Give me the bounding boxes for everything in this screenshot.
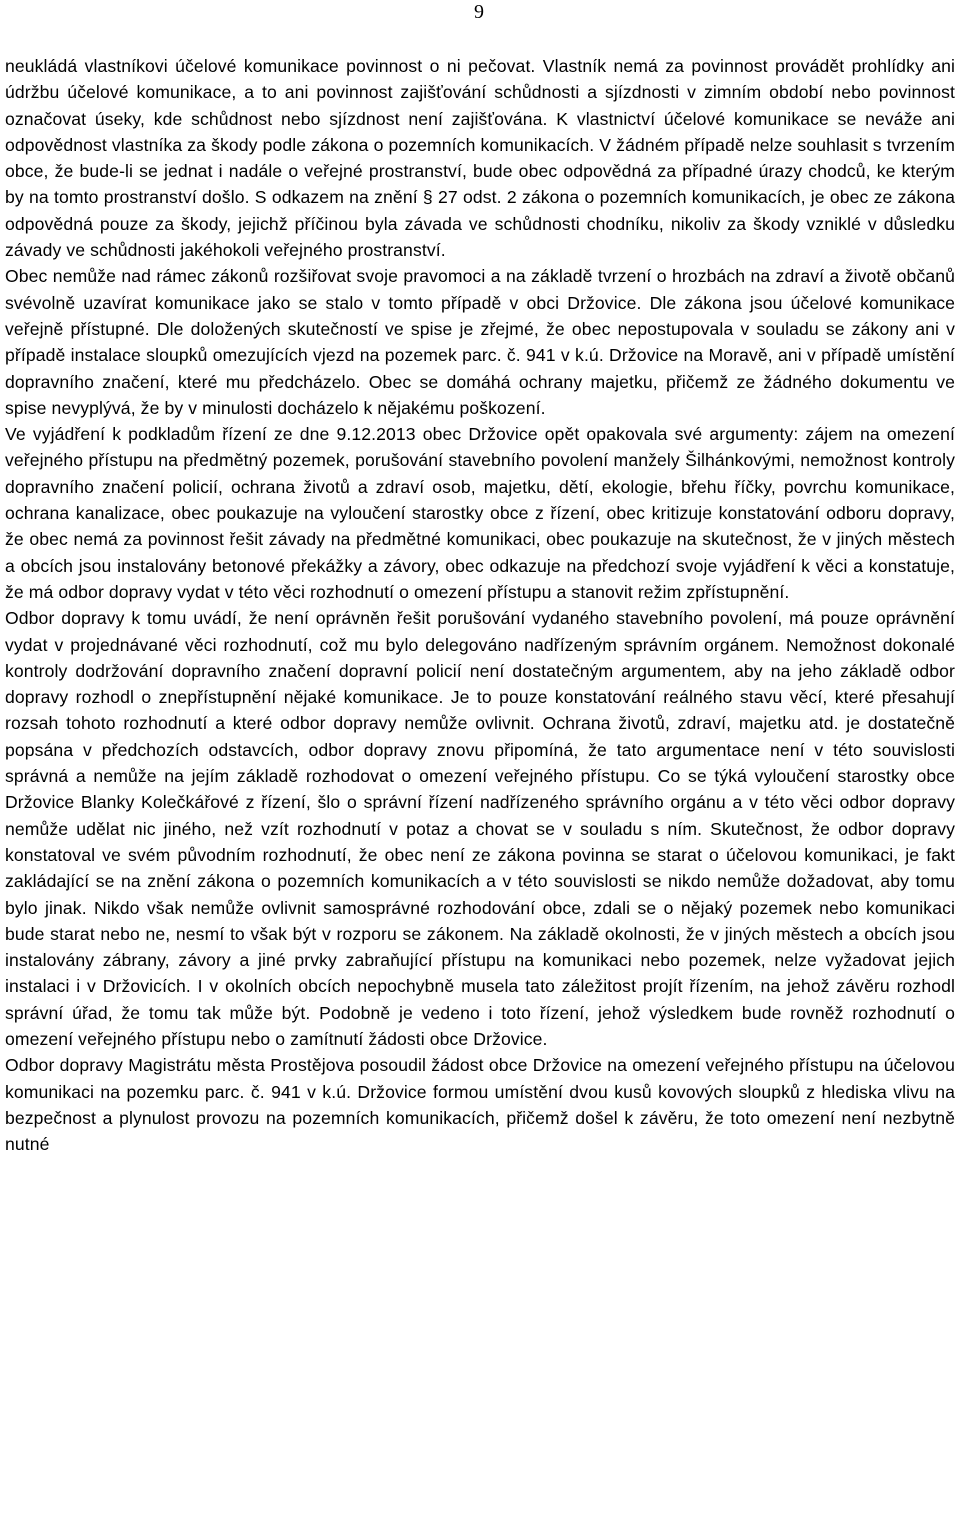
paragraph: neukládá vlastníkovi účelové komunikace povinnost o ni pečovat. Vlastník nemá za povinnost provádět prohlídky ani údržbu účelové komunikace, a to ani povinnost zajišťování schůdnosti a sjízdnosti v zimním období nebo povinnost označovat úseky, kde schůdnost nebo sjízdnost není zajišťována. K vlastnictví účelové komunikace se neváže ani odpovědnost vlastníka za škody podle zákona o pozemních komunikacích. V žádném případě nelze souhlasit s tvrzením obce, že bude-li se jednat i nadále o veřejné prostranství, bude obec odpovědná za případné úrazy chodců, ke kterým by na tomto prostranství došlo. S odkazem na znění § 27 odst. 2 zákona o pozemních komunikacích, je obec ze zákona odpovědná pouze za škody, jejichž příčinou byla závada ve schůdnosti chodníku, nikoliv za škody vzniklé v důsledku závady ve schůdnosti jakéhokoli veřejného prostranství.	[5, 56, 955, 261]
paragraph: Obec nemůže nad rámec zákonů rozšiřovat svoje pravomoci a na základě tvrzení o hrozbách na zdraví a životě občanů svévolně uzavírat komunikace jako se stalo v tomto případě v obci Držovice. Dle zákona jsou účelové komunikace veřejně přístupné. Dle doložených skutečností ve spise je zřejmé, že obec nepostupovala v souladu se zákony ani v případě instalace sloupků omezujících vjezd na pozemek parc. č. 941 v k.ú. Držovice na Moravě, ani v případě umístění dopravního značení, které mu předcházelo. Obec se domáhá ochrany majetku, přičemž ze žádného dokumentu ve spise nevyplývá, že by v minulosti docházelo k nějakému poškození.	[5, 266, 955, 418]
page-number: 9	[474, 1, 484, 23]
document-body	[5, 53, 955, 1157]
paragraph: Odbor dopravy Magistrátu města Prostějova posoudil žádost obce Držovice na omezení veřejného přístupu na účelovou komunikaci na pozemku parc. č. 941 v k.ú. Držovice formou umístění dvou kusů kovových sloupků z hlediska vlivu na bezpečnost a plynulost provozu na pozemních komunikacích, přičemž došel k závěru, že toto omezení není nezbytně nutné	[5, 1055, 955, 1155]
paragraph: Odbor dopravy k tomu uvádí, že není oprávněn řešit porušování vydaného stavebního povolení, má pouze oprávnění vydat v projednávané věci rozhodnutí, což mu bylo delegováno nadřízeným správním orgánem. Nemožnost dokonalé kontroly dodržování dopravního značení dopravní policií není dostatečným argumentem, aby na jeho základě odbor dopravy rozhodl o znepřístupnění nějaké komunikace. Je to pouze konstatování reálného stavu věcí, které přesahují rozsah tohoto rozhodnutí a které odbor dopravy nemůže ovlivnit. Ochrana životů, zdraví, majetku atd. je dostatečně popsána v předchozích odstavcích, odbor dopravy znovu připomíná, že tato argumentace není v této souvislosti správná a nemůže na jejím základě rozhodovat o omezení veřejného přístupu. Co se týká vyloučení starostky obce Držovice Blanky Kolečkářové z řízení, šlo o správní řízení nadřízeného správního orgánu a v této věci odbor dopravy nemůže udělat nic jiného, než vzít rozhodnutí v potaz a chovat se v souladu s ním. Skutečnost, že odbor dopravy konstatoval ve svém původním rozhodnutí, že obec není ze zákona povinna se starat o účelovou komunikaci, je fakt zakládající se na znění zákona o pozemních komunikacích a v této souvislosti se nikdo nemůže dožadovat, aby tomu bylo jinak. Nikdo však nemůže ovlivnit samosprávné rozhodování obce, zdali se o nějaký pozemek nebo komunikaci bude starat nebo ne, nesmí to však být v rozporu se zákonem. Na základě okolnosti, že v jiných městech a obcích jsou instalovány zábrany, závory a jiné prvky zabraňující přístupu na komunikaci nebo pozemek, nelze vyžadovat jejich instalaci i v Držovicích. I v okolních obcích nepochybně musela tato záležitost projít řízením, na jehož závěru rozhodl správní úřad, že tomu tak může být. Podobně je vedeno i toto řízení, jehož výsledkem bude rovněž rozhodnutí o omezení veřejného přístupu nebo o zamítnutí žádosti obce Držovice.	[5, 608, 955, 1049]
paragraph: Ve vyjádření k podkladům řízení ze dne 9.12.2013 obec Držovice opět opakovala své argumenty: zájem na omezení veřejného přístupu na předmětný pozemek, porušování stavebního povolení manžely Šilhánkovými, nemožnost kontroly dopravního značení policií, ochrana životů a zdraví osob, majetku, dětí, ekologie, břehu říčky, povrchu komunikace, ochrana kanalizace, obec poukazuje na vyloučení starostky obce z řízení, obec kritizuje konstatování odboru dopravy, že obec nemá za povinnost řešit závady na předmětné komunikaci, obec poukazuje na skutečnost, že v jiných městech a obcích jsou instalovány betonové překážky a závory, obec odkazuje na předchozí svoje vyjádření k věci a konstatuje, že má odbor dopravy vydat v této věci rozhodnutí o omezení přístupu a stanovit režim zpřístupnění.	[5, 424, 955, 602]
